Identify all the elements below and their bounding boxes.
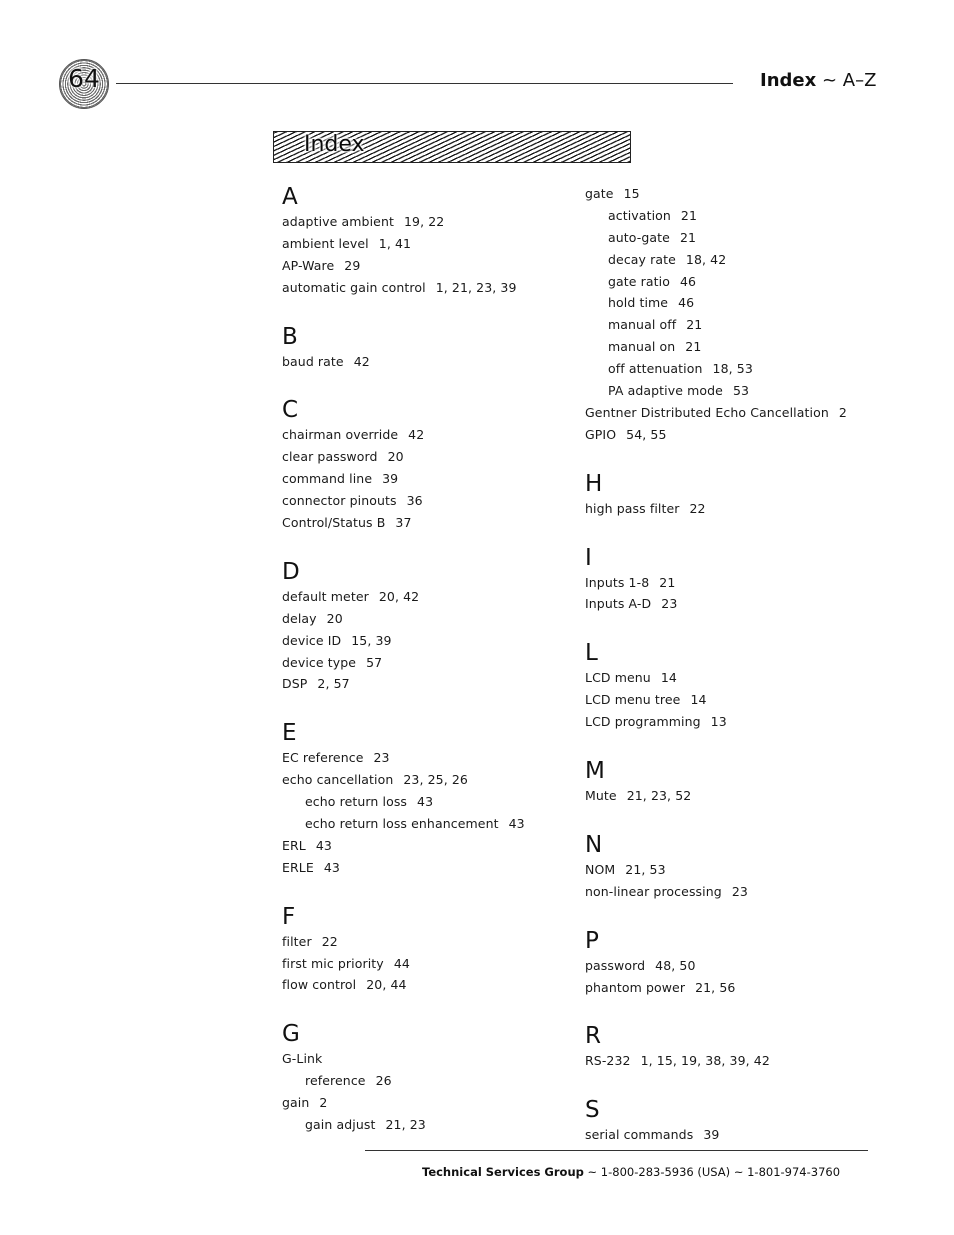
entry-pages: 21 xyxy=(686,317,703,333)
index-entry xyxy=(585,785,855,807)
index-section-c xyxy=(282,396,552,533)
entry-term: device type xyxy=(282,654,357,670)
entry-term: RS-232 xyxy=(585,1053,631,1069)
section-gap xyxy=(282,372,552,396)
entry-pages: 46 xyxy=(679,273,697,289)
index-subentry xyxy=(585,380,855,402)
entry-term: chairman override xyxy=(282,427,399,443)
entry-pages: 39 xyxy=(382,471,399,487)
index-subentry xyxy=(585,227,855,249)
index-section-m xyxy=(585,757,855,807)
header-separator: ~ xyxy=(821,70,838,91)
entry-term: ERL xyxy=(282,837,306,853)
index-section-r xyxy=(585,1022,855,1072)
footer-contact: ~ 1-800-283-5936 (USA) ~ 1-801-974-3760 xyxy=(583,1165,841,1179)
index-entry xyxy=(282,747,552,769)
index-subentry xyxy=(585,358,855,380)
index-entry xyxy=(282,468,552,490)
index-section-l xyxy=(585,639,855,733)
entry-term: Control/Status B xyxy=(282,515,386,531)
entry-pages: 44 xyxy=(393,955,410,971)
index-entry xyxy=(282,857,552,879)
entry-term: PA adaptive mode xyxy=(608,383,723,399)
index-section-p xyxy=(585,927,855,999)
entry-pages: 29 xyxy=(344,257,361,273)
section-gap xyxy=(282,996,552,1020)
entry-term: AP-Ware xyxy=(282,257,335,273)
index-entry xyxy=(282,1048,552,1070)
index-section-b xyxy=(282,323,552,373)
index-entry xyxy=(585,183,855,205)
entry-pages: 15, 39 xyxy=(351,632,392,648)
entry-pages: 54, 55 xyxy=(626,426,667,442)
index-entry xyxy=(282,608,552,630)
index-section-d xyxy=(282,558,552,695)
section-letter: C xyxy=(282,397,299,424)
entry-term: NOM xyxy=(585,861,616,877)
index-section-continued xyxy=(585,183,855,446)
entry-term: command line xyxy=(282,471,373,487)
footer xyxy=(422,1165,840,1179)
index-entry xyxy=(585,667,855,689)
entry-term: Inputs A-D xyxy=(585,596,652,612)
entry-term: gate ratio xyxy=(608,273,670,289)
index-entry xyxy=(585,689,855,711)
section-gap xyxy=(585,807,855,831)
header-title-range: A–Z xyxy=(842,70,877,91)
index-subentry xyxy=(282,1070,552,1092)
entry-term: gain adjust xyxy=(305,1117,376,1133)
footer-rule xyxy=(365,1150,868,1151)
section-gap xyxy=(282,299,552,323)
index-entry xyxy=(282,446,552,468)
index-entry xyxy=(585,498,855,520)
section-gap xyxy=(585,1072,855,1096)
entry-pages: 18, 53 xyxy=(712,361,753,377)
section-gap xyxy=(585,446,855,470)
index-entry xyxy=(282,1092,552,1114)
section-letter: E xyxy=(282,720,297,747)
entry-term: echo return loss enhancement xyxy=(305,816,499,832)
entry-pages: 42 xyxy=(353,353,370,369)
index-section-s xyxy=(585,1096,855,1146)
entry-pages: 42 xyxy=(408,427,425,443)
entry-term: G-Link xyxy=(282,1051,323,1067)
index-section-h xyxy=(585,470,855,520)
index-section-g xyxy=(282,1020,552,1136)
entry-pages: 2 xyxy=(319,1095,328,1111)
entry-term: reference xyxy=(305,1073,366,1089)
entry-pages: 21 xyxy=(679,229,697,245)
section-letter: D xyxy=(282,558,300,585)
section-letter: H xyxy=(585,470,603,497)
entry-term: LCD menu tree xyxy=(585,692,681,708)
entry-pages: 15 xyxy=(623,186,640,201)
entry-pages: 22 xyxy=(689,500,706,516)
entry-pages: 19, 22 xyxy=(403,214,445,229)
section-gap xyxy=(282,534,552,558)
entry-pages: 43 xyxy=(323,859,340,875)
section-gap xyxy=(282,879,552,903)
index-entry xyxy=(282,255,552,277)
entry-term: phantom power xyxy=(585,979,686,995)
entry-pages: 14 xyxy=(660,670,677,686)
entry-term: baud rate xyxy=(282,353,344,369)
section-gap xyxy=(282,695,552,719)
entry-term: clear password xyxy=(282,449,378,465)
section-letter: R xyxy=(585,1023,601,1050)
entry-term: flow control xyxy=(282,977,357,993)
footer-org: Technical Services Group xyxy=(422,1165,584,1179)
section-letter: A xyxy=(282,184,298,210)
index-entry xyxy=(585,572,855,594)
entry-pages: 23, 25, 26 xyxy=(403,772,468,788)
entry-term: LCD menu xyxy=(585,670,651,686)
index-entry xyxy=(282,835,552,857)
entry-pages: 21 xyxy=(680,207,698,223)
entry-term: activation xyxy=(608,207,671,223)
index-section-i xyxy=(585,544,855,616)
index-entry xyxy=(282,490,552,512)
index-entry xyxy=(282,652,552,674)
index-entry xyxy=(282,931,552,953)
header-title xyxy=(760,70,876,91)
index-entry xyxy=(282,512,552,534)
entry-term: echo cancellation xyxy=(282,772,394,788)
index-entry xyxy=(585,1124,855,1146)
index-subentry xyxy=(282,813,552,835)
entry-pages: 48, 50 xyxy=(655,957,696,973)
index-entry xyxy=(585,593,855,615)
section-gap xyxy=(585,998,855,1022)
entry-term: first mic priority xyxy=(282,955,384,971)
entry-pages: 1, 15, 19, 38, 39, 42 xyxy=(640,1053,770,1069)
entry-pages: 39 xyxy=(703,1127,720,1143)
index-section-a xyxy=(282,183,552,299)
entry-pages: 2 xyxy=(838,404,847,420)
entry-pages: 20, 44 xyxy=(366,977,407,993)
entry-term: LCD programming xyxy=(585,714,701,730)
entry-term: DSP xyxy=(282,676,308,692)
entry-term: automatic gain control xyxy=(282,279,426,295)
entry-pages: 53 xyxy=(732,383,750,399)
section-gap xyxy=(585,733,855,757)
entry-pages: 21 xyxy=(685,339,702,355)
header-title-main: Index xyxy=(760,70,817,91)
entry-pages: 23 xyxy=(373,750,390,766)
entry-term: off attenuation xyxy=(608,361,703,377)
section-letter: L xyxy=(585,640,598,667)
entry-term: ERLE xyxy=(282,859,314,875)
index-section-f xyxy=(282,903,552,997)
index-column-right xyxy=(585,183,855,1146)
index-entry xyxy=(282,974,552,996)
entry-term: GPIO xyxy=(585,426,617,442)
entry-term: password xyxy=(585,957,646,973)
entry-pages: 1, 21, 23, 39 xyxy=(435,279,517,295)
index-subentry xyxy=(585,336,855,358)
entry-term: high pass filter xyxy=(585,500,680,516)
entry-pages: 13 xyxy=(710,714,727,730)
entry-term: delay xyxy=(282,610,317,626)
section-letter: F xyxy=(282,903,296,930)
index-entry xyxy=(282,233,552,255)
index-entry xyxy=(585,955,855,977)
index-entry xyxy=(282,586,552,608)
index-entry xyxy=(585,424,855,446)
entry-pages: 2, 57 xyxy=(317,676,350,692)
entry-pages: 36 xyxy=(406,493,423,509)
entry-pages: 37 xyxy=(395,515,412,531)
entry-term: serial commands xyxy=(585,1127,694,1143)
index-subentry xyxy=(585,249,855,271)
entry-pages: 18, 42 xyxy=(685,251,727,267)
index-entry xyxy=(282,953,552,975)
entry-term: gate xyxy=(585,186,614,201)
header-rule xyxy=(116,83,733,84)
entry-term: echo return loss xyxy=(305,794,408,810)
section-letter: G xyxy=(282,1021,300,1048)
index-subentry xyxy=(585,314,855,336)
entry-term: ambient level xyxy=(282,235,369,251)
page-number: 64 xyxy=(68,64,100,93)
entry-pages: 23 xyxy=(661,596,678,612)
entry-term: gain xyxy=(282,1095,310,1111)
section-letter: I xyxy=(585,544,592,571)
entry-term: Gentner Distributed Echo Cancellation xyxy=(585,404,829,420)
entry-pages: 21 xyxy=(659,574,676,590)
entry-term: filter xyxy=(282,933,312,949)
entry-pages: 20 xyxy=(326,610,343,626)
index-subentry xyxy=(282,1114,552,1136)
entry-term: default meter xyxy=(282,588,369,604)
index-entry xyxy=(585,711,855,733)
index-entry xyxy=(585,977,855,999)
section-letter: N xyxy=(585,831,603,858)
index-entry xyxy=(585,881,855,903)
index-entry xyxy=(585,1050,855,1072)
entry-term: manual on xyxy=(608,339,676,355)
index-subentry xyxy=(585,292,855,314)
index-column-left xyxy=(282,183,552,1136)
entry-term: adaptive ambient xyxy=(282,214,394,229)
index-section-n xyxy=(585,831,855,903)
entry-pages: 20, 42 xyxy=(378,588,420,604)
entry-pages: 57 xyxy=(366,654,383,670)
entry-term: manual off xyxy=(608,317,677,333)
entry-pages: 21, 53 xyxy=(625,861,666,877)
entry-term: hold time xyxy=(608,295,669,311)
entry-pages: 43 xyxy=(315,837,332,853)
entry-term: non-linear processing xyxy=(585,883,722,899)
entry-pages: 14 xyxy=(690,692,707,708)
index-entry xyxy=(282,630,552,652)
index-entry xyxy=(585,859,855,881)
index-banner-title: Index xyxy=(304,132,365,157)
entry-pages: 22 xyxy=(321,933,338,949)
entry-pages: 20 xyxy=(387,449,404,465)
entry-pages: 1, 41 xyxy=(378,235,412,251)
entry-pages: 26 xyxy=(375,1073,392,1089)
entry-pages: 43 xyxy=(508,816,525,832)
index-subentry xyxy=(585,271,855,293)
entry-term: device ID xyxy=(282,632,342,648)
section-gap xyxy=(585,520,855,544)
entry-term: auto-gate xyxy=(608,229,670,245)
entry-pages: 46 xyxy=(678,295,695,311)
entry-term: Inputs 1-8 xyxy=(585,574,650,590)
section-letter: P xyxy=(585,927,599,954)
entry-pages: 21, 56 xyxy=(695,979,736,995)
entry-term: Mute xyxy=(585,788,617,804)
section-letter: M xyxy=(585,758,605,785)
index-entry xyxy=(282,424,552,446)
section-letter: S xyxy=(585,1097,600,1124)
entry-pages: 21, 23 xyxy=(385,1117,426,1133)
index-entry xyxy=(282,211,552,233)
section-gap xyxy=(585,615,855,639)
index-section-e xyxy=(282,719,552,878)
index-entry xyxy=(282,351,552,373)
index-subentry xyxy=(585,205,855,227)
index-entry xyxy=(282,277,552,299)
section-gap xyxy=(585,903,855,927)
entry-term: decay rate xyxy=(608,251,676,267)
entry-pages: 23 xyxy=(731,883,748,899)
index-entry xyxy=(282,769,552,791)
entry-term: EC reference xyxy=(282,750,364,766)
index-subentry xyxy=(282,791,552,813)
index-entry xyxy=(585,402,855,424)
entry-pages: 21, 23, 52 xyxy=(626,788,692,804)
entry-pages: 43 xyxy=(417,794,434,810)
section-letter: B xyxy=(282,323,298,350)
index-entry xyxy=(282,673,552,695)
entry-term: connector pinouts xyxy=(282,493,397,509)
